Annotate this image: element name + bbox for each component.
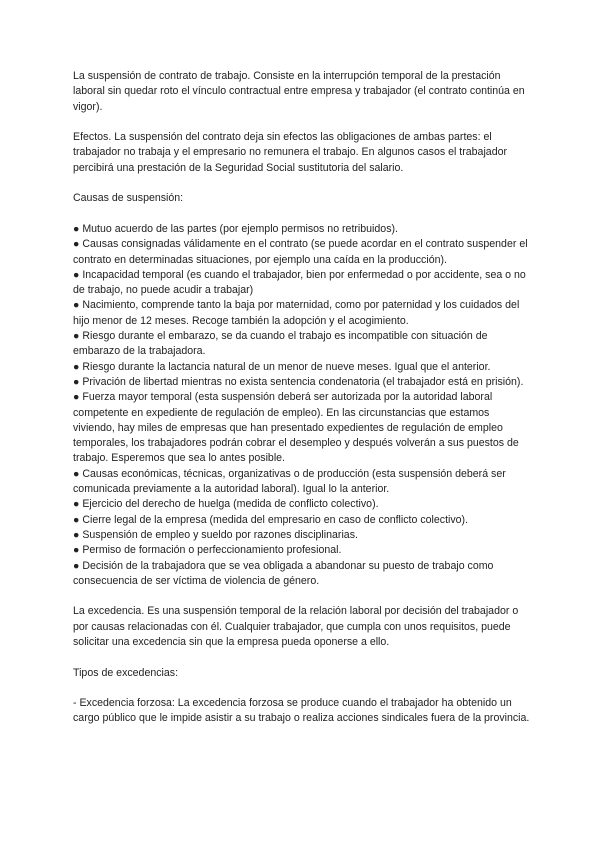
tipos-heading: Tipos de excedencias: <box>73 666 179 679</box>
list-item: ● Riesgo durante el embarazo, se da cuando el trabajo es incompatible con situación de embarazo de la trabajadora. <box>73 330 488 358</box>
list-item: ● Cierre legal de la empresa (medida del empresario en caso de conflicto colectivo). <box>73 513 469 526</box>
list-item: ● Nacimiento, comprende tanto la baja por maternidad, como por paternidad y los cuidados del hijo menor de 12 meses. Recoge también la adopción y el acogimiento. <box>73 299 520 327</box>
list-item: ● Incapacidad temporal (es cuando el trabajador, bien por enfermedad o por accidente, sea o no de trabajo, no puede acudir a trabajar) <box>73 268 526 297</box>
causas-heading: Causas de suspensión: <box>73 192 184 205</box>
list-item: ● Fuerza mayor temporal (esta suspensión deberá ser autorizada por la autoridad laboral competente en expediente de regulación de empleo). En las circunstancias que estamos viviendo, hay miles de empresas que han presentado expedientes de regulación de empleo temporales, los trabajadores podrán cobrar el desempleo y después volverán a sus puestos de trabajo. Esperemos que sea lo antes posible. <box>73 391 519 465</box>
document-page <box>73 69 533 742</box>
list-item: ● Privación de libertad mientras no exista sentencia condenatoria (el trabajador está en prisión). <box>73 375 524 388</box>
list-item: ● Permiso de formación o perfeccionamiento profesional. <box>73 544 342 557</box>
list-item: ● Ejercicio del derecho de huelga (medida de conflicto colectivo). <box>73 498 379 511</box>
list-item: ● Mutuo acuerdo de las partes (por ejemplo permisos no retribuidos). <box>73 222 398 235</box>
list-item: ● Riesgo durante la lactancia natural de un menor de nueve meses. Igual que el anterior. <box>73 360 491 373</box>
causas-list <box>73 222 533 589</box>
paragraph-suspension: La suspensión de contrato de trabajo. Consiste en la interrupción temporal de la prestación laboral sin quedar roto el vínculo contractual entre empresa y trabajador (el contrato continúa en vigor). <box>73 70 525 113</box>
list-item: ● Causas consignadas válidamente en el contrato (se puede acordar en el contrato suspender el contrato en determinadas situaciones, por ejemplo una caída en la producción). <box>73 238 528 266</box>
list-item: ● Causas económicas, técnicas, organizativas o de producción (esta suspensión deberá ser comunicada previamente a la autoridad laboral). Igual lo la anterior. <box>73 467 506 496</box>
paragraph-efectos: Efectos. La suspensión del contrato deja sin efectos las obligaciones de ambas partes: el trabajador no trabaja y el empresario no remunera el trabajo. En algunos casos el trabajador percibirá una prestación de la Seguridad Social sustitutoria del salario. <box>73 131 508 174</box>
paragraph-forzosa: - Excedencia forzosa: La excedencia forzosa se produce cuando el trabajador ha obtenido un cargo público que le impide asistir a su trabajo o realiza acciones sindicales fuera de la provincia. <box>73 697 530 725</box>
list-item: ● Suspensión de empleo y sueldo por razones disciplinarias. <box>73 528 358 541</box>
list-item: ● Decisión de la trabajadora que se vea obligada a abandonar su puesto de trabajo como consecuencia de ser víctima de violencia de género. <box>73 559 494 587</box>
paragraph-excedencia: La excedencia. Es una suspensión temporal de la relación laboral por decisión del trabajador o por causas relacionadas con él. Cualquier trabajador, que cumpla con unos requisitos, puede solicitar una excedencia sin que la empresa pueda oponerse a ello. <box>73 605 519 648</box>
